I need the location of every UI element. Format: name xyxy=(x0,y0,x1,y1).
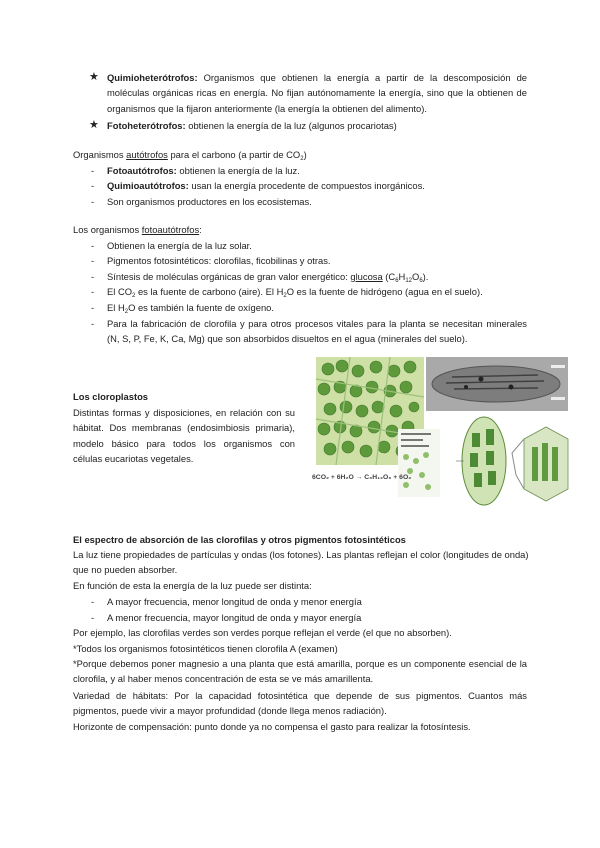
dash-bullet: - xyxy=(91,196,95,207)
fotoheterotrophs-item xyxy=(107,118,527,133)
autotrophs-intro-prefix: Organismos xyxy=(73,149,127,160)
spectrum-p4: *Todos los organismos fotosintéticos tienen clorofila A (examen) xyxy=(73,643,338,654)
chloroplasts-text: Distintas formas y disposiciones, en relación con su hábitat. Dos membranas (endosimbiosis primaria), modelo básico para todos los organismos con células eucariotas vegetales. xyxy=(73,407,295,465)
spectrum-heading: El espectro de absorción de las clorofilas y otros pigmentos fotosintéticos xyxy=(73,534,406,545)
text: H xyxy=(398,271,406,282)
item-term: Fotoautótrofos: xyxy=(107,165,177,176)
subscript: 2 xyxy=(132,293,136,299)
text: O es también la fuente de oxígeno. xyxy=(128,302,274,313)
spectrum-p5: *Porque debemos poner magnesio a una planta que está amarilla, porque es un componente esencial de la clorofila, y al haber menos concentración de esta se ve más amarillenta. xyxy=(73,658,527,685)
text: es la fuente de carbono (aire). El H xyxy=(135,286,284,297)
autotrophs-intro-suffix: ) xyxy=(303,149,307,160)
subscript: 2 xyxy=(300,156,304,162)
intro-suffix: : xyxy=(199,224,202,235)
photo-item-5 xyxy=(107,300,527,315)
grana-stack-diagram xyxy=(512,427,568,501)
chloroplast-illustration xyxy=(306,357,570,507)
subscript: 6 xyxy=(395,278,399,284)
item-text: Son organismos productores en los ecosistemas. xyxy=(107,196,312,207)
chloroplast-figure xyxy=(306,357,570,507)
text: (C xyxy=(382,271,396,282)
photoautotrophs-link: fotoautótrofos xyxy=(141,224,200,235)
autotrophs-item xyxy=(107,178,527,193)
text: O xyxy=(412,271,420,282)
spectrum-p6: Variedad de hábitats: Por la capacidad fotosintética que depende de sus pigmentos. Cuantos más pigmentos, puede vivir a mayor profundidad (donde llega menos radiación). xyxy=(73,690,527,717)
spectrum-p1: La luz tiene propiedades de partículas y ondas (los fotones). Las plantas reflejan el color (longitudes de onda) que no pueden absorber. xyxy=(73,549,529,576)
photo-item-4 xyxy=(107,284,537,299)
chloroplast-diagram xyxy=(462,417,506,505)
photo-item-6: Para la fabricación de clorofila y para otros procesos vitales para la planta se necesitan minerales (N, S, P, Fe, K, Ca, Mg) que son absorbidos disueltos en el agua (minerales del suelo). xyxy=(107,318,527,345)
fotoheterotrophs-term: Fotoheterótrofos: xyxy=(107,120,186,131)
dash-bullet: - xyxy=(91,240,95,251)
photo-item-3 xyxy=(107,269,527,284)
fotoheterotrophs-text: obtienen la energía de la luz (algunos procariotas) xyxy=(185,120,397,131)
autotrophs-intro xyxy=(73,147,533,162)
item-term: Quimioautótrofos: xyxy=(107,180,189,191)
quimioheterotrophs-item xyxy=(107,70,527,116)
text: El H xyxy=(107,302,125,313)
dash-bullet: - xyxy=(91,612,95,623)
autotrophs-item xyxy=(107,163,527,178)
dash-bullet: - xyxy=(91,596,95,607)
dash-bullet: - xyxy=(91,302,95,313)
text: O es la fuente de hidrógeno (agua en el suelo). xyxy=(286,286,483,297)
subscript: 2 xyxy=(283,293,287,299)
photoautotrophs-intro xyxy=(73,222,533,237)
photosynthesis-equation: 6CO₂ + 6H₂O → C₆H₁₂O₆ + 6O₂ xyxy=(312,474,412,481)
chloroplasts-heading: Los cloroplastos xyxy=(73,391,149,402)
autotrophs-item xyxy=(107,194,527,209)
dash-bullet: - xyxy=(91,165,95,176)
item-text: usan la energía procedente de compuestos inorgánicos. xyxy=(188,180,425,191)
subscript: 6 xyxy=(419,278,423,284)
dash-bullet: - xyxy=(91,255,95,266)
item-text: obtienen la energía de la luz. xyxy=(176,165,300,176)
star-bullet-icon: ★ xyxy=(89,71,99,83)
text: ). xyxy=(422,271,429,282)
subscript: 2 xyxy=(124,309,129,315)
quimioheterotrophs-term: Quimioheterótrofos: xyxy=(107,72,198,83)
spectrum-item-1: A mayor frecuencia, menor longitud de onda y menor energía xyxy=(107,596,362,607)
subscript: 12 xyxy=(405,278,413,284)
spectrum-p2: En función de esta la energía de la luz puede ser distinta: xyxy=(73,580,312,591)
dash-bullet: - xyxy=(91,180,95,191)
dash-bullet: - xyxy=(91,271,95,282)
text: El CO xyxy=(107,286,133,297)
dash-bullet: - xyxy=(91,318,95,329)
photo-item-2: Pigmentos fotosintéticos: clorofilas, ficobilinas y otras. xyxy=(107,255,331,266)
autotrophs-intro-mid: para el carbono (a partir de CO xyxy=(167,149,301,160)
spectrum-item-2: A menor frecuencia, mayor longitud de onda y mayor energía xyxy=(107,612,362,623)
autotrophs-link: autótrofos xyxy=(126,149,168,160)
star-bullet-icon: ★ xyxy=(89,119,99,131)
quimioheterotrophs-text: Organismos que obtienen la energía a partir de la descomposición de moléculas orgánicas ricas en energía. No fijan autónomamente la energía, sino que la obtienen de organismos que la fijaron anteriormente (la energía la obtienen del alimento). xyxy=(107,72,527,114)
text: Síntesis de moléculas orgánicas de gran valor energético: xyxy=(107,271,351,282)
glucosa-link: glucosa xyxy=(350,271,383,282)
spectrum-p3: Por ejemplo, las clorofilas verdes son verdes porque reflejan el verde (el que no absorben). xyxy=(73,627,452,638)
spectrum-p7: Horizonte de compensación: punto donde ya no compensa el gasto para realizar la fotosíntesis. xyxy=(73,721,471,732)
intro-prefix: Los organismos xyxy=(73,224,142,235)
dash-bullet: - xyxy=(91,286,95,297)
photo-item-1: Obtienen la energía de la luz solar. xyxy=(107,240,252,251)
